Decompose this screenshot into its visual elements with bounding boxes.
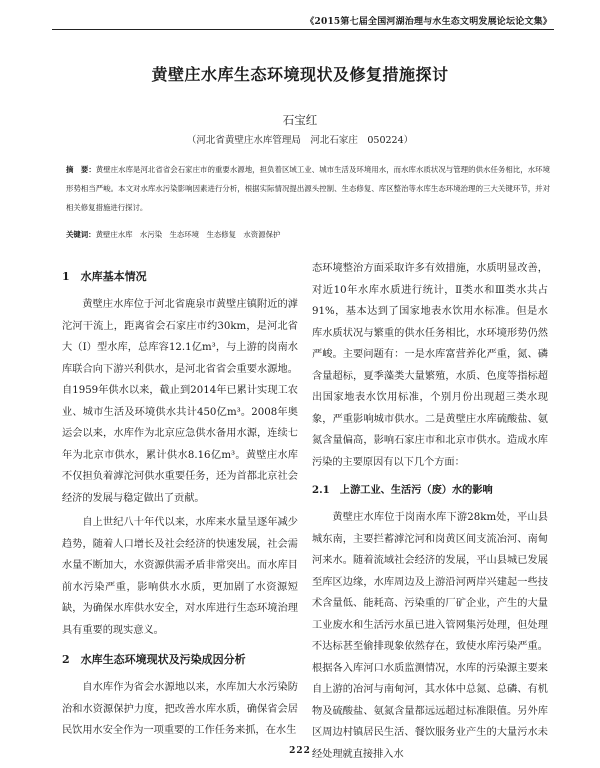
running-header: 《2015第七届全国河湖治理与水生态文明发展论坛论文集》 — [305, 17, 552, 27]
section-2-1-heading: 2.1 上游工业、生活污（废）水的影响 — [312, 484, 493, 496]
section-2-1-paragraph-1: 黄壁庄水库位于岗南水库下游28km处，平山县城东南，主要拦蓄滹沱河和岗黄区间支流冶河、南甸河来水。随着流域社会经济的发展，平山县城已发展至库区边缘，水库周边及上游沿河两岸兴建起一些技术含量低、能耗高、污染重的厂矿企业，产生的大量工业废水和生活污水虽已进入管网集污处理，但处理不达标甚至偷排现象依然存在，致使水库污染严重。根据各入库河口水质监测情况，水库的污染源主要来自上游的冶河与南甸河，其水体中总氮、总磷、有机物及硫酸盐、氨氮含量都远远超过标准限值。另外库区周边村镇居民生活、餐饮服务业产生的大量污水未经处理就直接排入水 — [312, 512, 548, 760]
keywords — [66, 228, 550, 242]
author-affiliation: （河北省黄壁庄水库管理局 河北石家庄 050224） — [186, 135, 414, 146]
section-2-paragraph-1: 自水库作为省会水源地以来，水库加大水污染防治和水资源保护力度，把改善水库水质，确保省会居民饮用水安全作为一项重要的工作任务来抓，在水生 — [62, 682, 298, 736]
section-1-heading: 1 水库基本情况 — [62, 270, 147, 283]
keywords-text: 黄壁庄水库 水污染 生态环境 生态修复 水资源保护 — [95, 230, 281, 239]
author-name: 石宝红 — [282, 113, 318, 127]
abstract-label: 摘 要： — [66, 165, 96, 174]
abstract-text: 黄壁庄水库是河北省省会石家庄市的重要水源地，担负着区域工业、城市生活及环境用水，而水库水质状况与管理的供水任务相比，水环境形势相当严峻。本文对水库水污染影响因素进行分析，根据实际情况提出源头控制、生态修复、库区整治等水库生态环境治理的三大关键环节，并对相关修复措施进行探讨。 — [66, 165, 550, 212]
section-2-heading: 2 水库生态环境现状及污染成因分析 — [62, 653, 246, 666]
keywords-label: 关键词： — [66, 230, 96, 239]
section-2-paragraph-1-continued: 态环境整治方面采取许多有效措施，水质明显改善，对近10年水库水质进行统计，Ⅱ类水和Ⅲ类水共占91%，基本达到了国家地表水饮用水标准。但是水库水质状况与繁重的供水任务相比，水环境形势仍然严峻。主要问题有：一是水库富营养化严重，氮、磷含量超标，夏季藻类大量繁殖，水质、色度等指标超出国家地表水饮用标准，个别月份出现超三类水现象，严重影响城市供水。二是黄壁庄水库硫酸盐、氨氮含量偏高，影响石家庄市和北京市供水。造成水库污染的主要原因有以下几个方面： — [312, 263, 548, 468]
page-number: 222 — [289, 746, 311, 756]
paper-title: 黄壁庄水库生态环境现状及修复措施探讨 — [151, 65, 449, 84]
abstract — [66, 160, 550, 217]
header-rule — [52, 29, 554, 30]
section-1-paragraph-1: 黄壁庄水库位于河北省鹿泉市黄壁庄镇附近的滹沱河干流上，距离省会石家庄市约30km，是河北省大（Ⅰ）型水库，总库容12.1亿m³，与上游的岗南水库联合向下游兴利供水，是河北省省会重要水源地。自1959年供水以来，截止到2014年已累计实现工农业、城市生活及环境供水共计450亿m³。2008年奥运会以来，水库作为北京应急供水备用水源，连续七年为北京市供水，累计供水8.16亿m³。黄壁庄水库不仅担负着滹沱河供水重要任务，还为首都北京社会经济的发展与稳定做出了贡献。 — [62, 299, 298, 504]
left-column — [62, 258, 298, 745]
section-1-paragraph-2: 自上世纪八十年代以来，水库来水量呈逐年减少趋势，随着人口增长及社会经济的快速发展，社会需水量不断加大，水资源供需矛盾非常突出。而水库目前水污染严重，影响供水水质，更加剧了水资源短缺，为确保水库供水安全，对水库进行生态环境治理具有重要的现实意义。 — [62, 517, 298, 636]
right-column — [312, 258, 548, 768]
